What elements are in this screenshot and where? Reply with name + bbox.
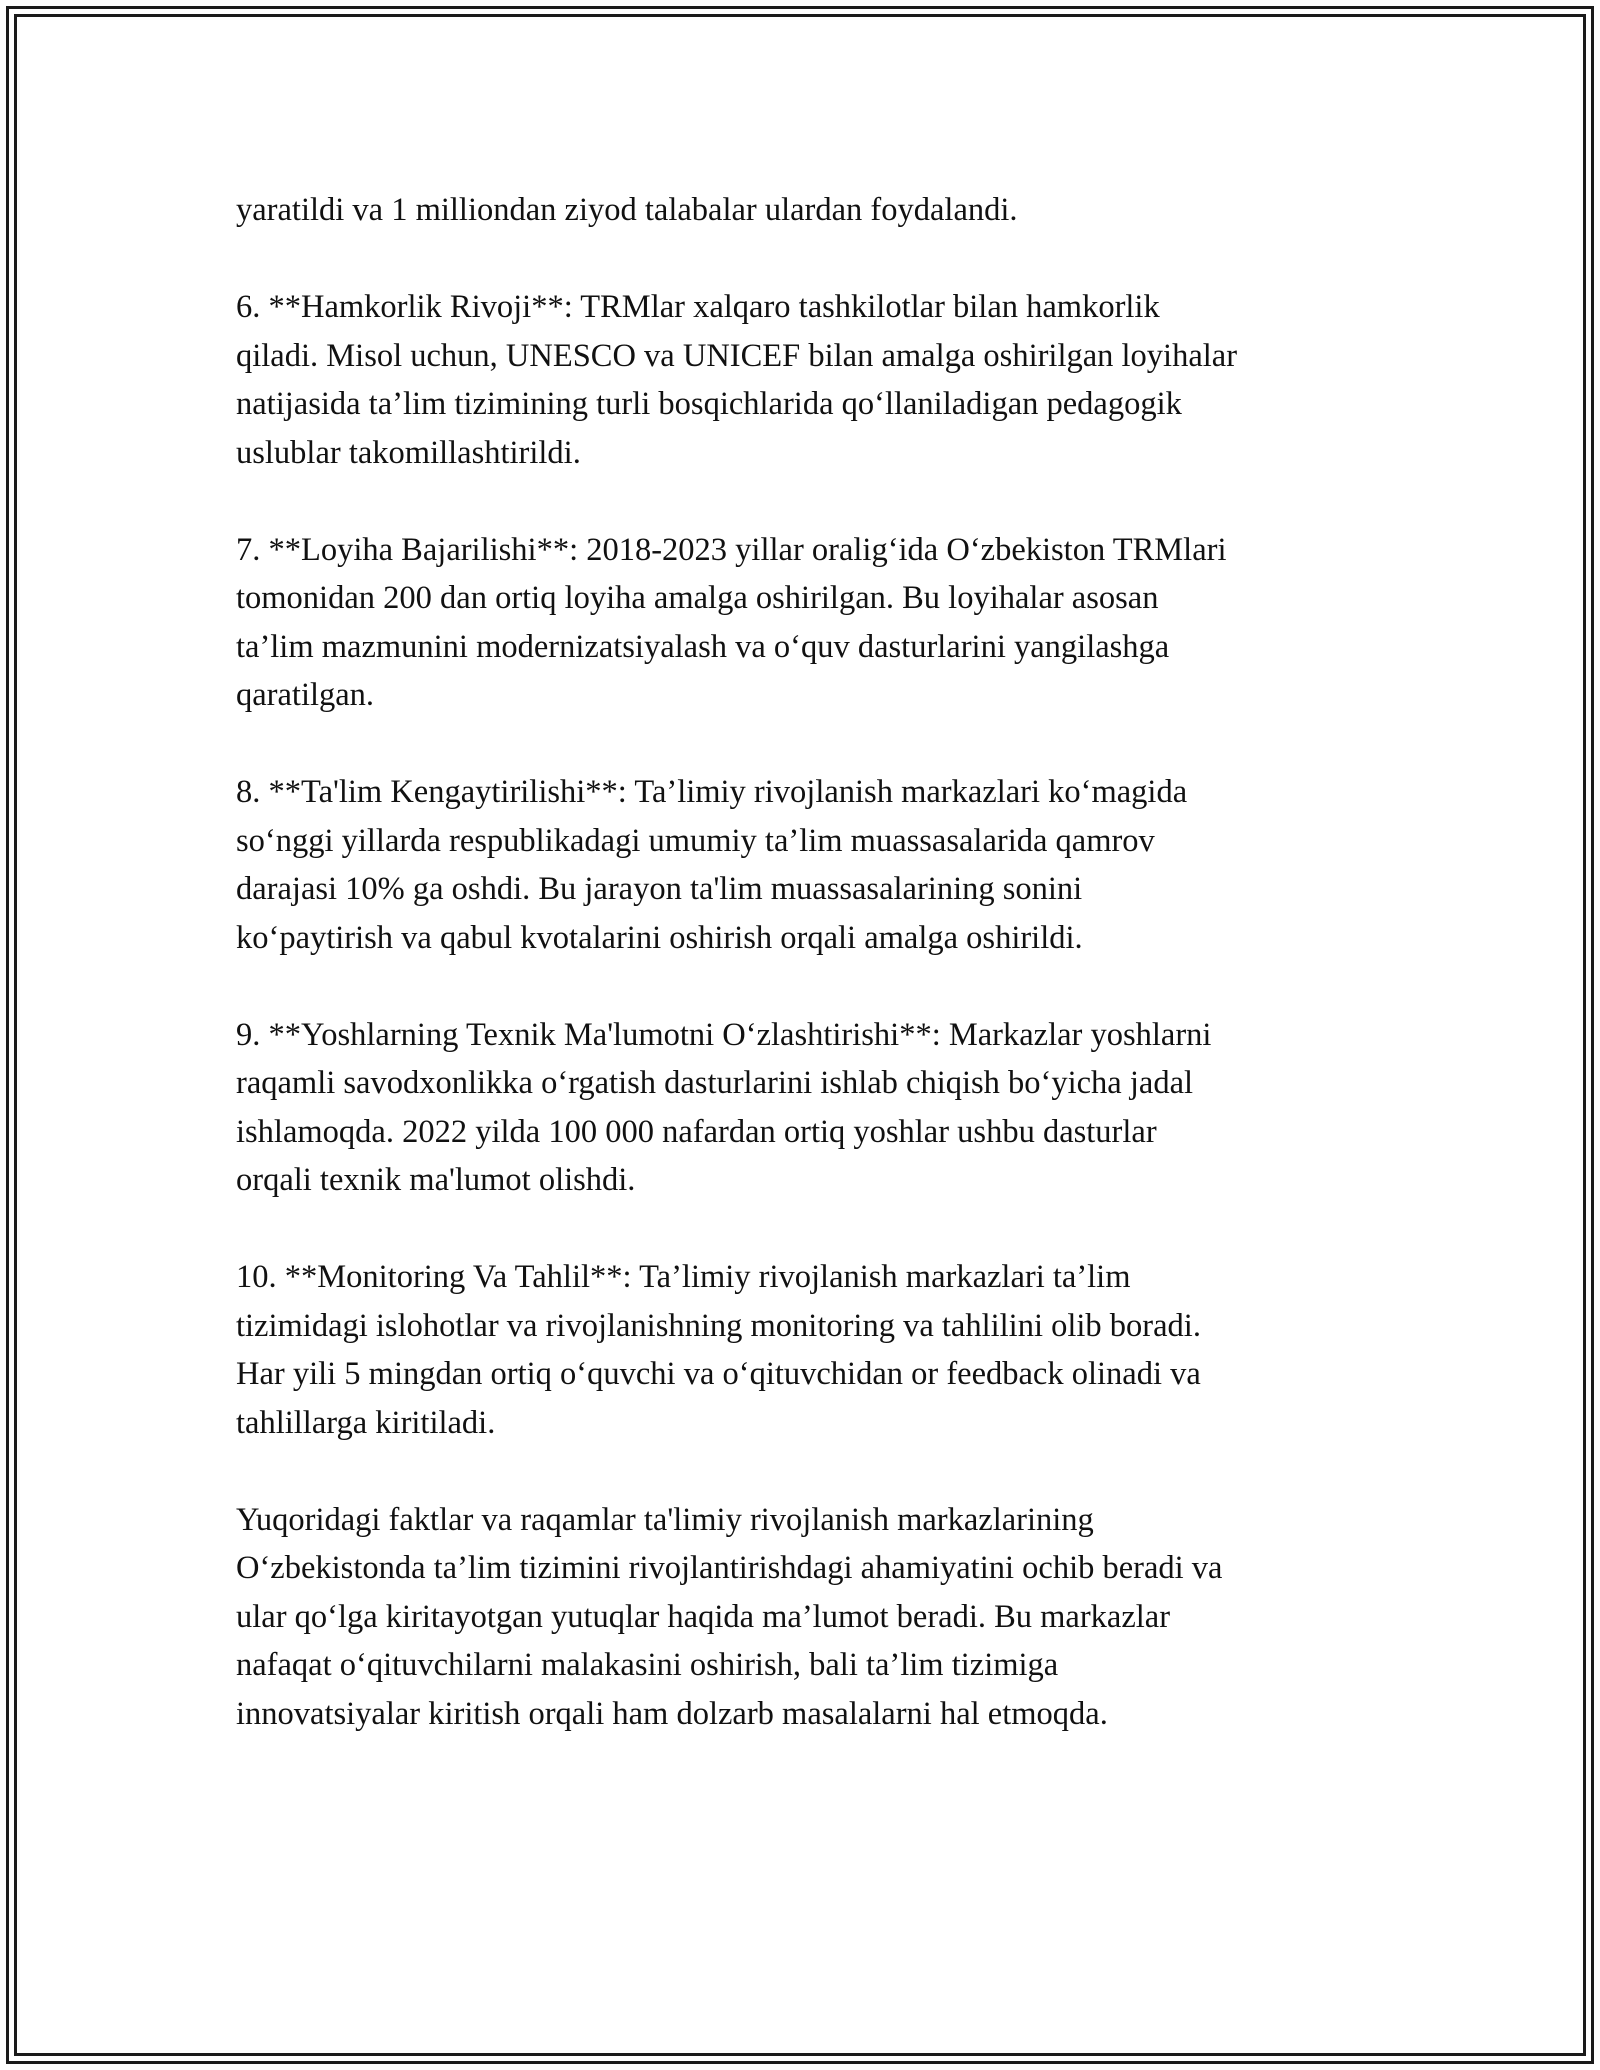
- paragraph-item-6: 6. **Hamkorlik Rivoji**: TRMlar xalqaro tashkilotlar bilan hamkorlik qiladi. Misol uchun, UNESCO va UNICEF bilan amalga oshirilgan loyihalar natijasida ta’lim tizimining turli bosqichlarida qo‘llaniladigan pedagogik uslublar takomillashtirildi.: [236, 289, 1238, 471]
- paragraph-conclusion: Yuqoridagi faktlar va raqamlar ta'limiy rivojlanish markazlarining O‘zbekistonda ta’lim tizimini rivojlantirishdagi ahamiyatini ochib beradi va ular qo‘lga kiritayotgan yutuqlar haqida ma’lumot beradi. Bu markazlar nafaqat o‘qituvchilarni malakasini oshirish, bali ta’lim tizimiga innovatsiyalar kiritish orqali ham dolzarb masalalarni hal etmoqda.: [236, 1501, 1223, 1732]
- paragraph-continuation: yaratildi va 1 milliondan ziyod talabalar ulardan foydalandi.: [236, 192, 1018, 228]
- paragraph-item-9: 9. **Yoshlarning Texnik Ma'lumotni O‘zlashtirishi**: Markazlar yoshlarni raqamli savodxonlikka o‘rgatish dasturlarini ishlab chiqish bo‘yicha jadal ishlamoqda. 2022 yilda 100 000 nafardan ortiq yoshlar ushbu dasturlar orqali texnik ma'lumot olishdi.: [236, 1016, 1212, 1198]
- paragraph-item-7: 7. **Loyiha Bajarilishi**: 2018-2023 yillar oralig‘ida O‘zbekiston TRMlari tomonidan 200 dan ortiq loyiha amalga oshirilgan. Bu loyihalar asosan ta’lim mazmunini modernizatsiyalash va o‘quv dasturlarini yangilashga qaratilgan.: [236, 531, 1227, 713]
- paragraph-item-10: 10. **Monitoring Va Tahlil**: Ta’limiy rivojlanish markazlari ta’lim tizimidagi islohotlar va rivojlanishning monitoring va tahlilini olib boradi. Har yili 5 mingdan ortiq o‘quvchi va o‘qituvchidan or feedback olinadi va tahlillarga kiritiladi.: [236, 1259, 1201, 1441]
- paragraph-item-8: 8. **Ta'lim Kengaytirilishi**: Ta’limiy rivojlanish markazlari ko‘magida so‘nggi yillarda respublikadagi umumiy ta’lim muassasalarida qamrov darajasi 10% ga oshdi. Bu jarayon ta'lim muassasalarining sonini ko‘paytirish va qabul kvotalarini oshirish orqali amalga oshirildi.: [236, 774, 1188, 956]
- document-body: [236, 186, 1396, 1787]
